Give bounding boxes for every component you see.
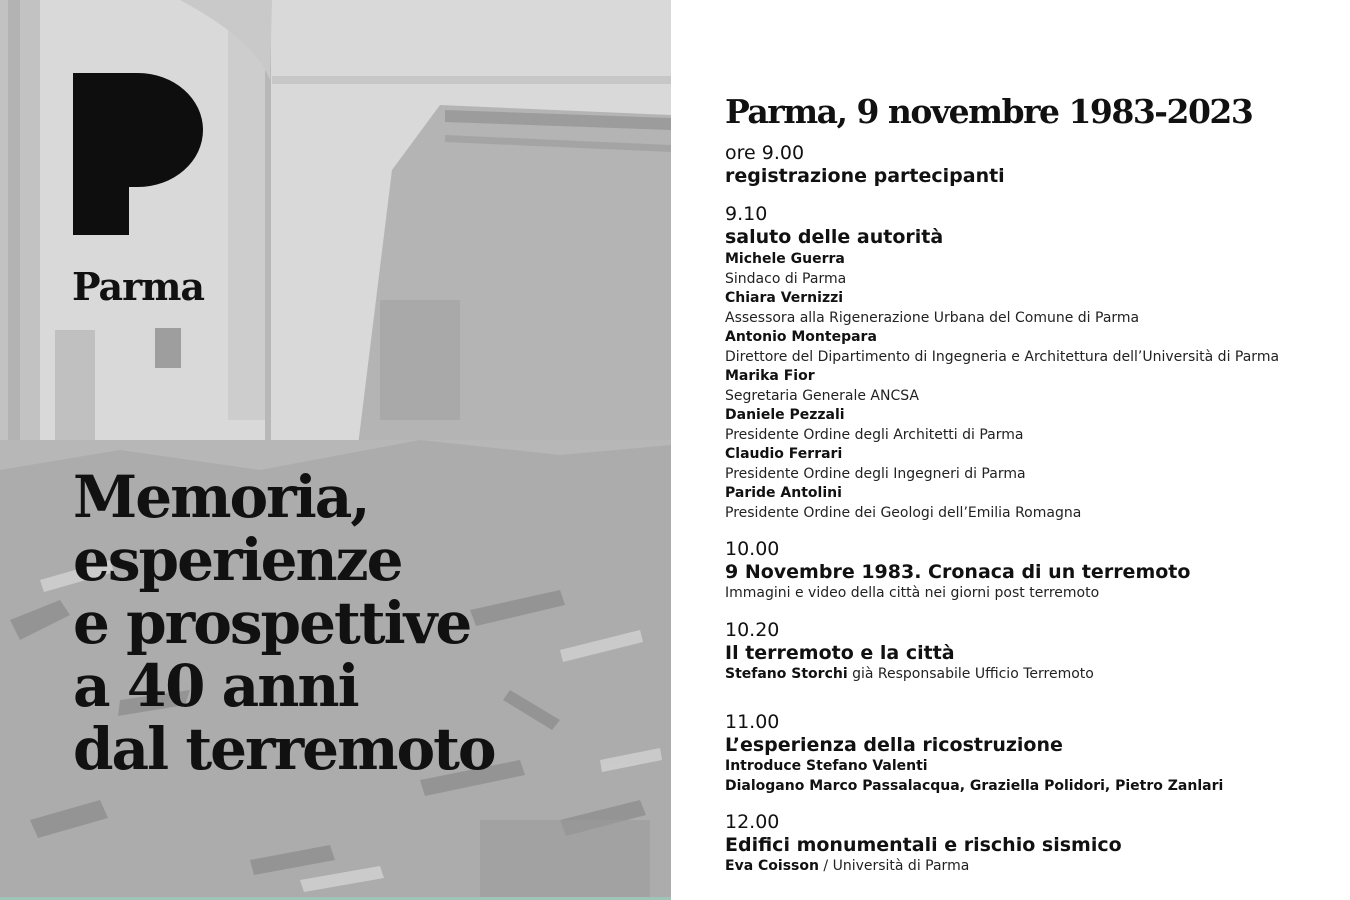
event-title-line: esperienze xyxy=(73,526,402,594)
speaker-role: Presidente Ordine degli Architetti di Parma xyxy=(725,426,1024,443)
letter-p-logo-icon xyxy=(73,73,203,235)
speaker-name: Marika Fior xyxy=(725,368,815,384)
speaker-name: Daniele Pezzali xyxy=(725,407,845,423)
slot-title: Edifici monumentali e rischio sismico xyxy=(725,834,1122,856)
speaker-role: Direttore del Dipartimento di Ingegneria e Architettura dell’Università di Parma xyxy=(725,348,1280,365)
event-title-line: dal terremoto xyxy=(73,715,495,783)
speaker-role: Assessora alla Rigenerazione Urbana del Comune di Parma xyxy=(725,309,1140,326)
speaker-name: Michele Guerra xyxy=(725,251,845,267)
speaker-role: Presidente Ordine degli Ingegneri di Parma xyxy=(725,465,1026,482)
speaker-list xyxy=(725,250,1335,523)
slot-detail: Immagini e video della città nei giorni post terremoto xyxy=(725,585,1100,601)
speaker-name: Antonio Montepara xyxy=(725,329,877,345)
program-slot xyxy=(725,141,1335,188)
speaker-name: Stefano Storchi xyxy=(725,665,848,682)
speaker-name: Claudio Ferrari xyxy=(725,446,843,462)
program-panel xyxy=(725,92,1335,891)
event-date: Parma, 9 novembre 1983-2023 xyxy=(725,92,1253,131)
speaker-name: Paride Antolini xyxy=(725,485,842,501)
slot-time: 12.00 xyxy=(725,811,780,833)
speaker-role: / Università di Parma xyxy=(818,858,970,874)
slot-title: Il terremoto e la città xyxy=(725,641,955,664)
speaker-name: Eva Coisson xyxy=(725,858,819,874)
program-slot xyxy=(725,618,1335,685)
speaker-role: Sindaco di Parma xyxy=(725,270,847,287)
program-slot xyxy=(725,202,1335,523)
speaker-role: già Responsabile Ufficio Terremoto xyxy=(847,665,1094,682)
slot-time: 10.20 xyxy=(725,618,780,641)
brand-wordmark: Parma xyxy=(72,264,205,309)
slot-time: ore 9.00 xyxy=(725,142,805,164)
slot-moderator: Introduce Stefano Valenti xyxy=(725,758,928,774)
slot-time: 11.00 xyxy=(725,711,780,733)
slot-speaker xyxy=(725,857,1335,877)
slot-time: 10.00 xyxy=(725,538,780,560)
event-title-line: e prospettive xyxy=(73,589,471,657)
event-title xyxy=(73,463,663,783)
speaker-role: Presidente Ordine dei Geologi dell’Emilia Romagna xyxy=(725,504,1082,521)
slot-title: L’esperienza della ricostruzione xyxy=(725,734,1063,756)
hero-panel xyxy=(0,0,671,900)
speaker-role: Segretaria Generale ANCSA xyxy=(725,387,919,404)
event-title-line: a 40 anni xyxy=(73,652,358,720)
event-title-line: Memoria, xyxy=(73,463,369,531)
program-slot xyxy=(725,810,1335,877)
slot-title: saluto delle autorità xyxy=(725,226,944,248)
slot-time: 9.10 xyxy=(725,203,768,225)
slot-title: 9 Novembre 1983. Cronaca di un terremoto xyxy=(725,561,1191,583)
slot-panelists: Dialogano Marco Passalacqua, Graziella Polidori, Pietro Zanlari xyxy=(725,777,1224,794)
speaker-name: Chiara Vernizzi xyxy=(725,290,844,306)
program-slot xyxy=(725,710,1335,796)
slot-speaker xyxy=(725,665,1335,685)
program-slot xyxy=(725,537,1335,604)
slot-title: registrazione partecipanti xyxy=(725,165,1005,187)
